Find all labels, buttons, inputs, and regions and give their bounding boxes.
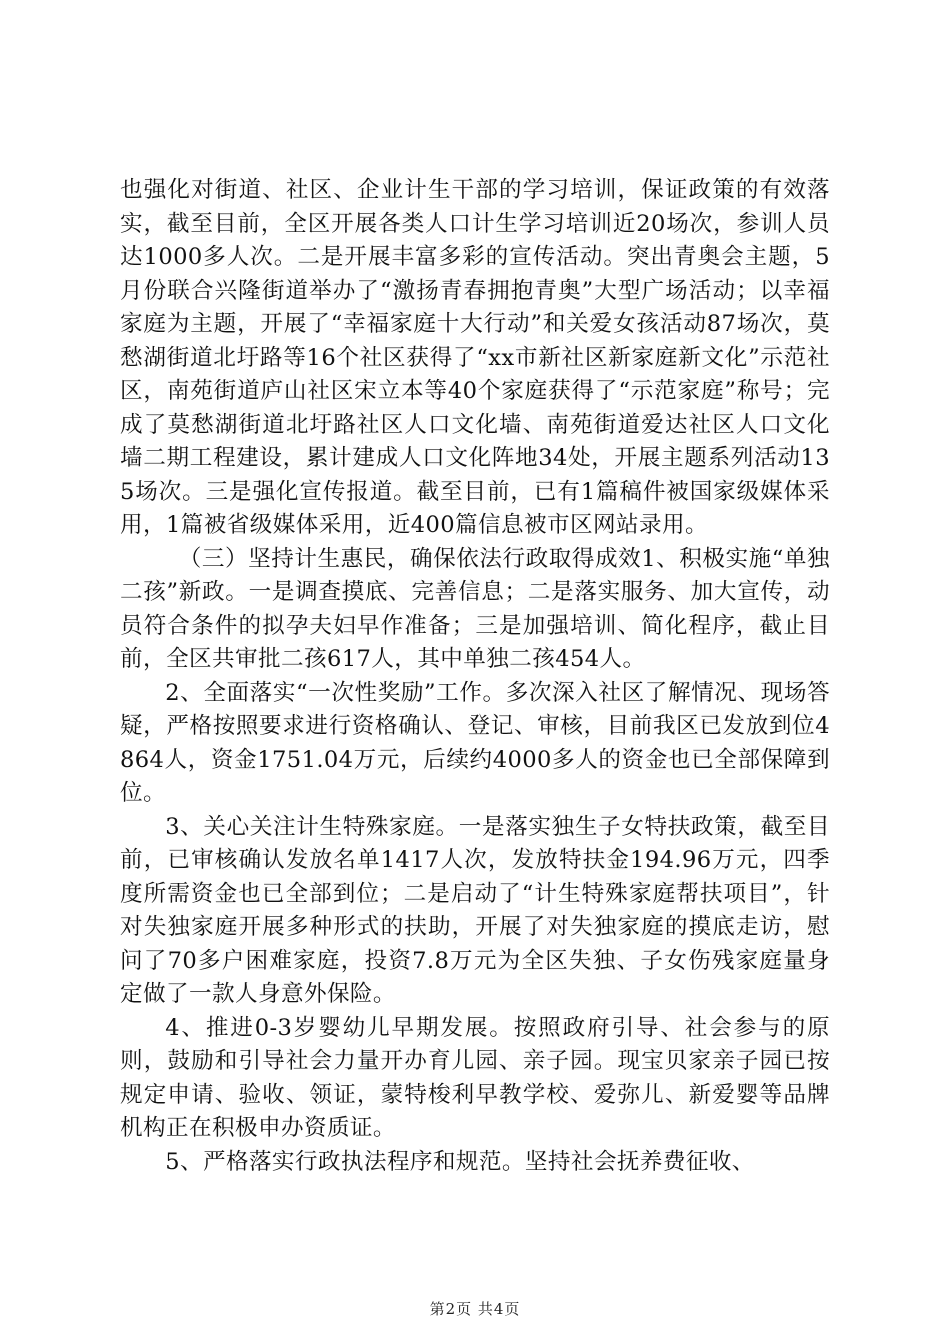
paragraph-special-families: 3、关心关注计生特殊家庭。一是落实独生子女特扶政策，截至目前，已审核确认发放名单1417人次，发放特扶金194.96万元，四季度所需资金也已全部到位；二是启动了“计生特殊家庭帮扶项目”，针对失独家庭开展多种形式的扶助，开展了对失独家庭的摸底走访，慰问了70多户困难家庭，投资7.8万元为全区失独、子女伤残家庭量身定做了一款人身意外保险。 [120, 813, 830, 1007]
paragraph-section-three: （三）坚持计生惠民，确保依法行政取得成效1、积极实施“单独二孩”新政。一是调查摸底、完善信息；二是落实服务、加大宣传，动员符合条件的拟孕夫妇早作准备；三是加强培训、简化程序，截止目前，全区共审批二孩617人，其中单独二孩454人。 [120, 545, 830, 672]
page-footer: 第2页 共4页 [429, 1300, 521, 1318]
document-body [120, 174, 830, 1179]
paragraph-publicity: 也强化对街道、社区、企业计生干部的学习培训，保证政策的有效落实，截至目前，全区开展各类人口计生学习培训近20场次，参训人员达1000多人次。二是开展丰富多彩的宣传活动。突出青奥会主题，5月份联合兴隆街道举办了“激扬青春拥抱青奥”大型广场活动；以幸福家庭为主题，开展了“幸福家庭十大行动”和关爱女孩活动87场次，莫愁湖街道北圩路等16个社区获得了“xx市新社区新家庭新文化”示范社区，南苑街道庐山社区宋立本等40个家庭获得了“示范家庭”称号；完成了莫愁湖街道北圩路社区人口文化墙、南苑街道爱达社区人口文化墙二期工程建设，累计建成人口文化阵地34处，开展主题系列活动135场次。三是强化宣传报道。截至目前，已有1篇稿件被国家级媒体采用，1篇被省级媒体采用，近400篇信息被市区网站录用。 [120, 177, 830, 538]
paragraph-one-time-reward: 2、全面落实“一次性奖励”工作。多次深入社区了解情况、现场答疑，严格按照要求进行资格确认、登记、审核，目前我区已发放到位4864人，资金1751.04万元，后续约4000多人的资金也已全部保障到位。 [120, 679, 830, 806]
paragraph-law-enforcement: 5、严格落实行政执法程序和规范。坚持社会抚养费征收、 [165, 1148, 755, 1175]
paragraph-early-childhood: 4、推进0-3岁婴幼儿早期发展。按照政府引导、社会参与的原则，鼓励和引导社会力量开办育儿园、亲子园。现宝贝家亲子园已按规定申请、验收、领证，蒙特梭利早教学校、爱弥儿、新爱婴等品牌机构正在积极申办资质证。 [120, 1014, 830, 1141]
